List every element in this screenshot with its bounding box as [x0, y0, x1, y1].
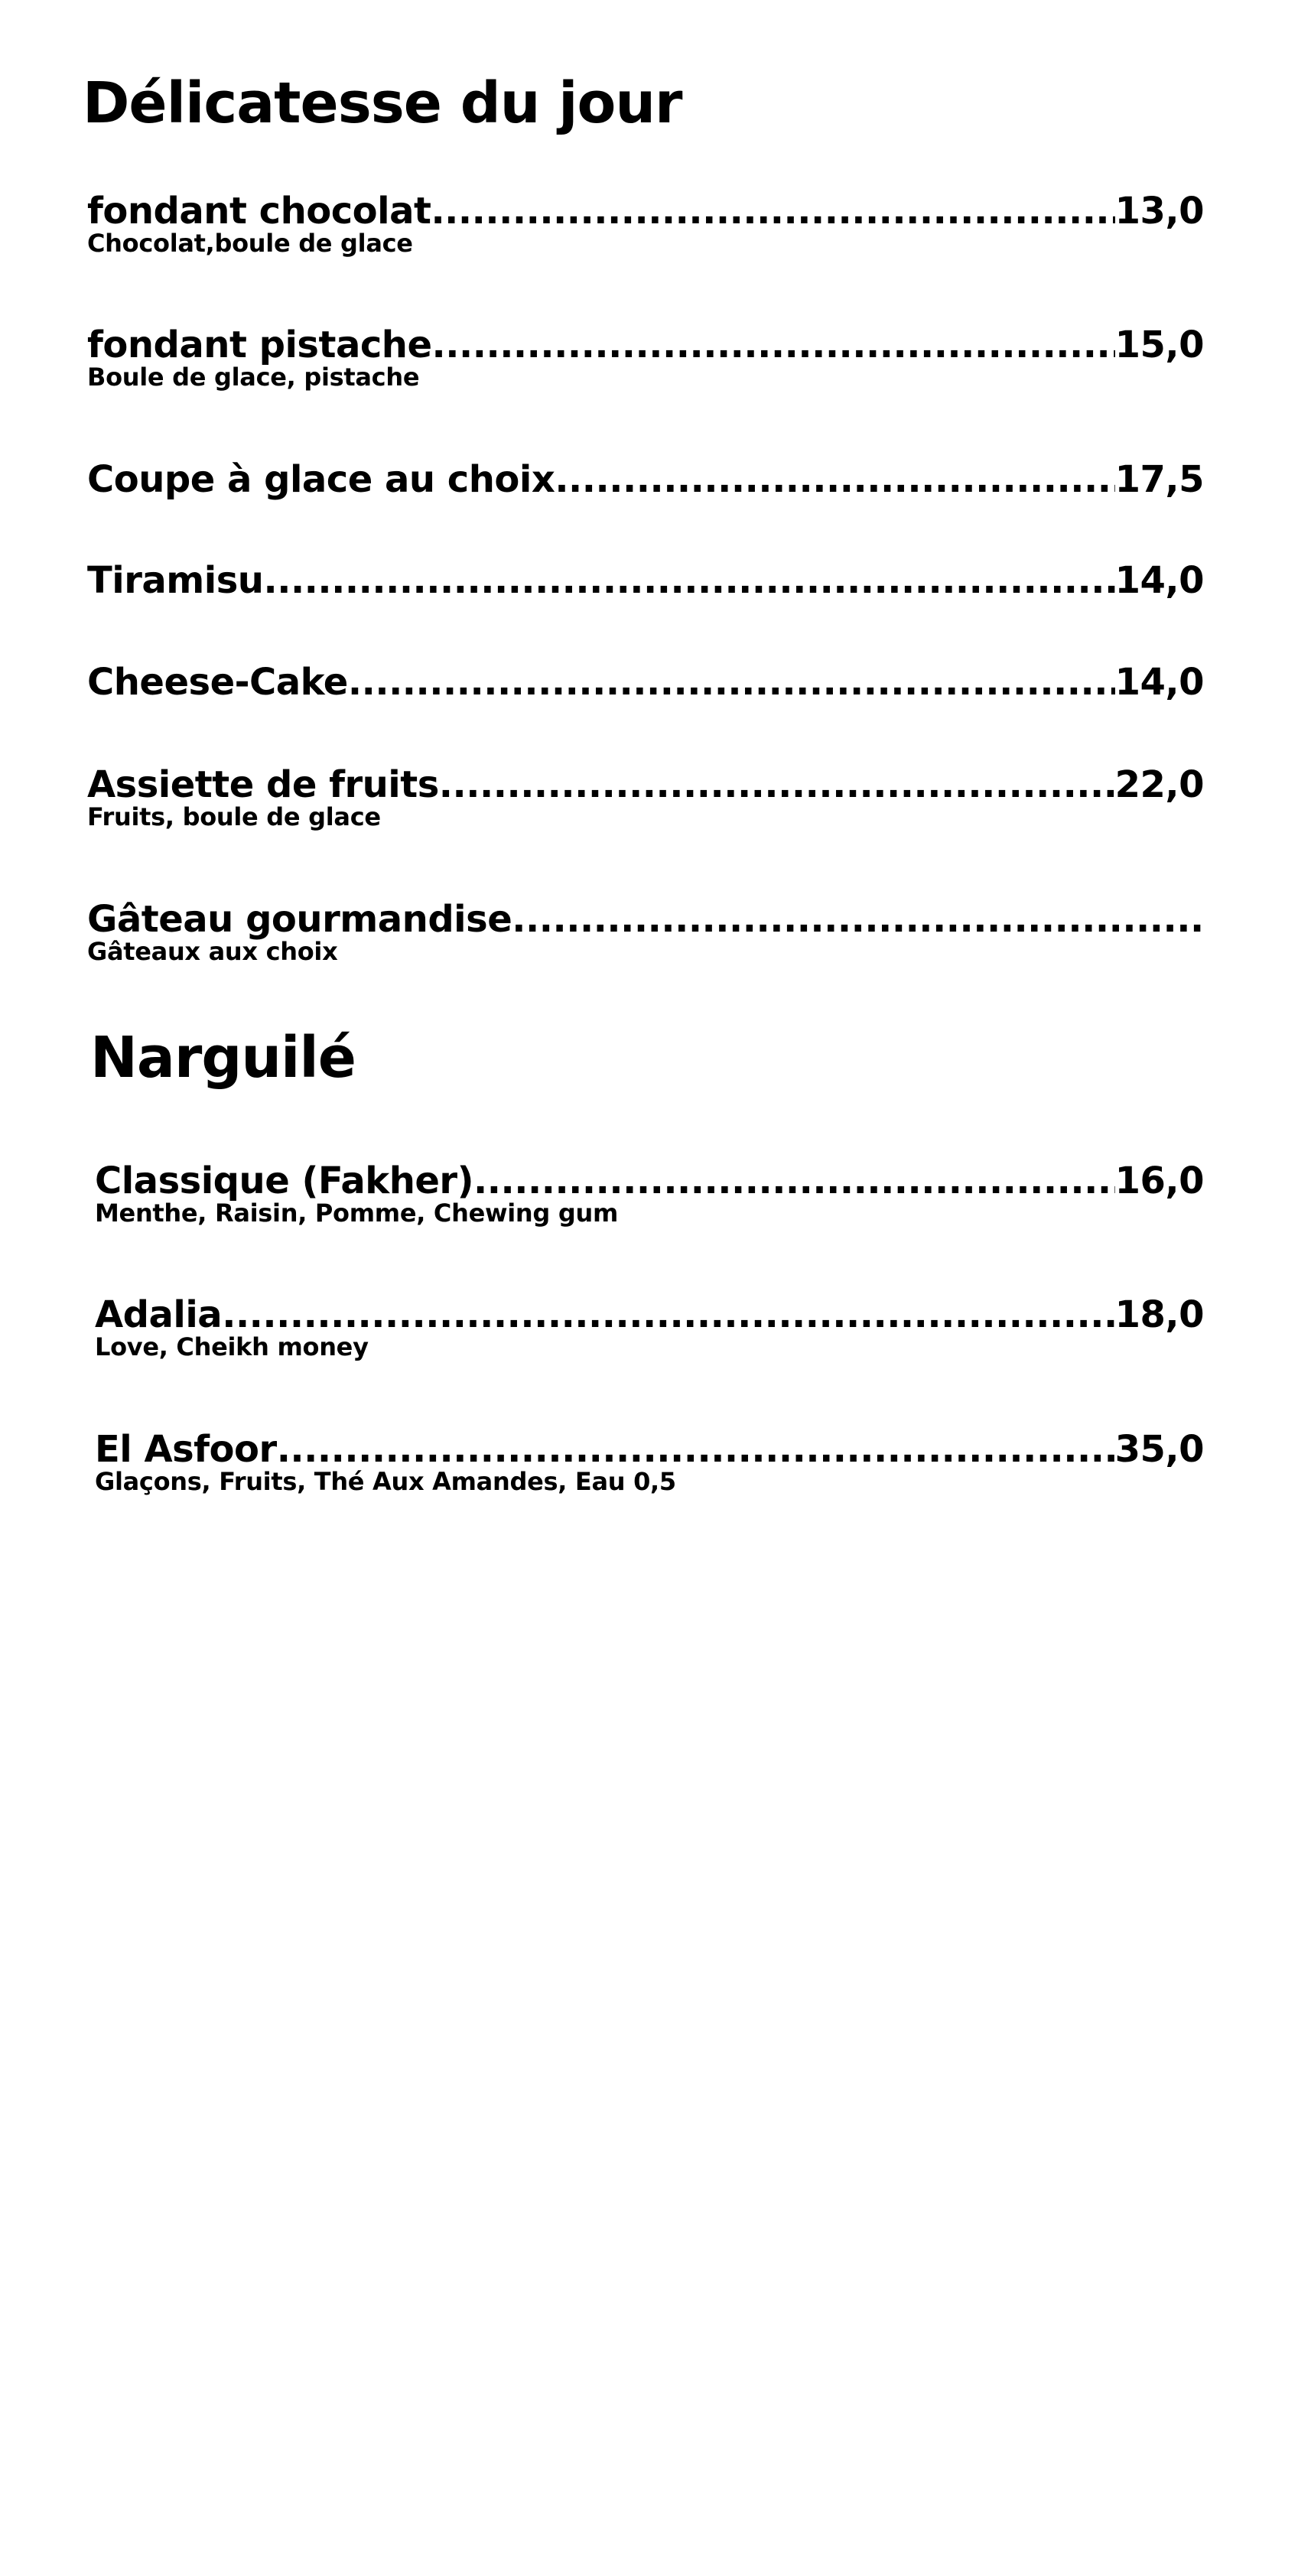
- menu-item-cheese-cake: [87, 659, 1204, 705]
- dot-leader: [348, 659, 1115, 705]
- menu-item-el-asfoor: [95, 1426, 1204, 1495]
- item-name: Tiramisu: [87, 559, 264, 602]
- dot-leader: [263, 558, 1114, 603]
- item-description: Love, Cheikh money: [95, 1332, 369, 1361]
- item-name: El Asfoor: [95, 1428, 277, 1471]
- item-price: 18,0: [1114, 1293, 1204, 1336]
- section-title-narguile: Narguilé: [90, 1025, 356, 1091]
- dot-leader: [432, 322, 1115, 368]
- item-price: 35,0: [1114, 1428, 1204, 1471]
- item-name: Assiette de fruits: [87, 763, 439, 806]
- menu-item-adalia: [95, 1292, 1204, 1361]
- item-description: Fruits, boule de glace: [87, 802, 381, 831]
- menu-item-fondant-chocolat: [87, 188, 1204, 257]
- item-name: fondant chocolat: [87, 190, 431, 233]
- dot-leader: [431, 188, 1114, 234]
- menu-item-tiramisu: [87, 558, 1204, 603]
- item-description: Boule de glace, pistache: [87, 363, 420, 392]
- item-price: 17,5: [1114, 458, 1204, 501]
- item-name: Classique (Fakher): [95, 1160, 474, 1202]
- item-price: 14,0: [1114, 661, 1204, 704]
- dot-leader: [277, 1426, 1115, 1472]
- item-name: Coupe à glace au choix: [87, 458, 555, 501]
- dot-leader: [512, 896, 1204, 942]
- item-price: 16,0: [1114, 1160, 1204, 1202]
- item-name: Adalia: [95, 1293, 223, 1336]
- item-description: Menthe, Raisin, Pomme, Chewing gum: [95, 1199, 618, 1228]
- item-price: 13,0: [1114, 190, 1204, 233]
- menu-item-fondant-pistache: [87, 322, 1204, 391]
- item-description: Glaçons, Fruits, Thé Aux Amandes, Eau 0,5: [95, 1467, 676, 1496]
- item-description: Chocolat,boule de glace: [87, 229, 413, 258]
- section-title-desserts: Délicatesse du jour: [83, 70, 682, 136]
- menu-item-coupe-glace: [87, 457, 1204, 503]
- item-price: 15,0: [1114, 324, 1204, 366]
- item-price: 14,0: [1114, 559, 1204, 602]
- menu-item-classique-fakher: [95, 1158, 1204, 1227]
- dot-leader: [473, 1158, 1115, 1204]
- dot-leader: [439, 762, 1115, 808]
- item-description: Gâteaux aux choix: [87, 937, 338, 966]
- item-name: Cheese-Cake: [87, 661, 348, 704]
- item-name: fondant pistache: [87, 324, 432, 366]
- dot-leader: [555, 457, 1114, 503]
- menu-item-gateau-gourmandise: [87, 896, 1204, 965]
- dot-leader: [222, 1292, 1114, 1338]
- menu-item-assiette-fruits: [87, 762, 1204, 831]
- item-price: 22,0: [1114, 763, 1204, 806]
- item-name: Gâteau gourmandise: [87, 898, 512, 941]
